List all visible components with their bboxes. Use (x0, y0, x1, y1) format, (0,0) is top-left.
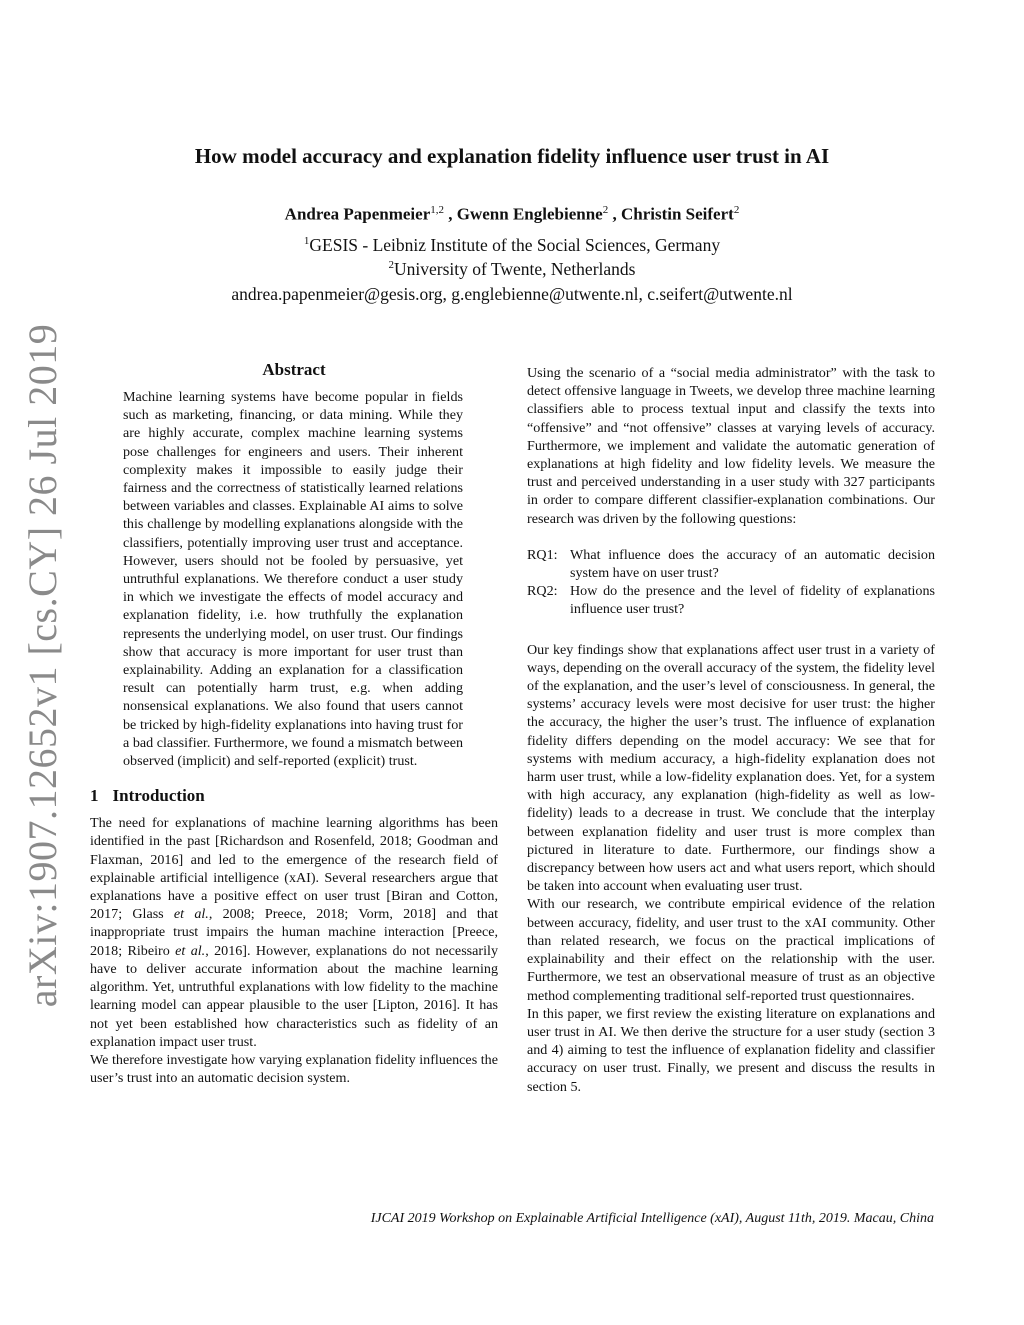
author-name: Andrea Papenmeier (284, 204, 431, 224)
arxiv-id-text: arXiv:1907.12652v1 [cs.CY] 26 Jul 2019 (20, 323, 66, 1007)
rq-label: RQ2: (527, 583, 558, 600)
affiliation-2 (80, 259, 944, 280)
affiliation-1 (80, 235, 944, 256)
intro-p1-part-a: The need for explanations of machine learning algorithms has been identified in the past [Richardson and Rosenfeld, 2018; Goodman and Flaxman, 2016] and led to the emergence of the research field of explainable artificial intelligence (xAI). Several researchers argue that explanations have a positive effect on user trust [Biran and Cotton, 2017; Glass (90, 815, 498, 923)
arxiv-identifier-stamp (10, 323, 76, 1007)
venue-footer: IJCAI 2019 Workshop on Explainable Artificial Intelligence (xAI), August 11th, 2019. Macau, China (370, 1211, 934, 1226)
author-name: Gwenn Englebienne (456, 204, 603, 224)
affiliation-text: University of Twente, Netherlands (394, 259, 636, 279)
left-column (90, 360, 498, 1087)
rq-text: How do the presence and the level of fidelity of explanations influence user trust? (570, 583, 935, 618)
rq-text: What influence does the accuracy of an automatic decision system have on user trust? (570, 546, 935, 582)
section-number: 1 (90, 786, 99, 806)
citation-et-al: et al. (175, 942, 206, 959)
affiliation-mark: 1 (303, 235, 310, 248)
section-title: Introduction (112, 786, 205, 806)
right-paragraph-2: Our key findings show that explanations affect user trust in a variety of ways, depending on the overall accuracy of the system, the fidelity level of the explanation, and the user’s level of consciousness. In general, the systems’ accuracy levels were most decisive for user trust: the higher the accuracy, the higher the user’s trust. The influence of explanation fidelity differs depending on the model accuracy: We see that for systems with medium accuracy, a high-fidelity explanation does not harm user trust, while a low-fidelity explanation does. Yet, for a system with high accuracy, any explanation (high-fidelity as well as low-fidelity) leads to a decrease in trust. We conclude that the interplay between explanation fidelity and user trust is more complex than pictured in literature to date. Furthermore, our findings show a discrepancy between how users act and what users report, which should be taken into account when evaluating user trust. (527, 641, 935, 895)
right-column (527, 364, 935, 1096)
introduction-heading (90, 786, 498, 806)
research-questions (527, 546, 935, 619)
abstract-heading: Abstract (262, 360, 326, 379)
right-paragraph-1: Using the scenario of a “social media administrator” with the task to detect offensive language in Tweets, we develop three machine learning classifiers able to process textual input and classify the texts into “offensive” and “not offensive” classes at varying levels of accuracy. Furthermore, we implement and validate the automatic generation of explanations at high fidelity and low fidelity levels. We measure the trust and perceived understanding in a user study with 327 participants in order to compare different classifier-explanation combinations. Our research was driven by the following questions: (527, 365, 935, 527)
research-question (527, 546, 935, 582)
paper-title: How model accuracy and explanation fidelity influence user trust in AI (194, 144, 830, 168)
author-affiliation-mark: 2 (602, 204, 609, 216)
abstract-text: Machine learning systems have become popular in fields such as marketing, financing, or data mining. While they are highly accurate, complex machine learning systems pose challenges for engineers and users. Their inherent complexity makes it impossible to easily judge their fairness and the correctness of statistically learned relations between variables and classes. Explainable AI aims to solve this challenge by modelling explanations alongside with the classifiers, potentially improving user trust and acceptance. However, users should not be fooled by persuasive, yet untruthful explanations. We therefore conduct a user study in which we investigate the effects of model accuracy and explanation fidelity, i.e. how truthfully the explanation represents the underlying model, on user trust. Our findings show that accuracy is more important for user trust than explainability. Adding an explanation for a classification result can potentially harm trust, e.g. when adding nonsensical explanations. We also found that users cannot be tricked by high-fidelity explanations into having trust for a bad classifier. Furthermore, we found a mismatch between observed (implicit) and self-reported (explicit) trust. (123, 389, 463, 770)
right-paragraph-3: With our research, we contribute empirical evidence of the relation between accuracy, fidelity, and user trust to the xAI community. Other than related research, we focus on the practical implications of explainability and their effect on the relationship with the user. Furthermore, we test an observational measure of trust as an objective method complementing traditional self-reported trust questionnaires. (527, 896, 935, 1004)
intro-paragraph-1 (90, 814, 498, 1051)
intro-p1-part-c: , 2016]. However, explanations do not necessarily have to deliver accurate information about the machine learning algorithm. Yet, untruthful explanations with low fidelity to the machine learning model can appear plausible to the user [Lipton, 2016]. It has not yet been established how characteristics such as fidelity of an explanation impact user trust. (90, 942, 498, 1050)
author-affiliation-mark: 1,2 (430, 204, 445, 216)
right-paragraph-4: In this paper, we first review the existing literature on explanations and user trust in AI. We then derive the structure for a user study (section 3 and 4) aiming to test the influence of explanation fidelity and classifier accuracy on user trust. Finally, we present and discuss the results in section 5. (527, 1005, 935, 1095)
affiliation-mark: 2 (388, 259, 395, 272)
author-name: Christin Seifert (620, 204, 734, 224)
affiliation-text: GESIS - Leibniz Institute of the Social Sciences, Germany (309, 235, 721, 255)
intro-p1-part-b: , 2008; Preece, 2018; Vorm, 2018] and that inappropriate trust impairs the human machine interaction [Preece, 2018; Ribeiro (90, 906, 498, 959)
rq-label: RQ1: (527, 546, 558, 563)
research-question (527, 582, 935, 618)
citation-et-al: et al. (173, 906, 209, 923)
intro-paragraph-2: We therefore investigate how varying explanation fidelity influences the user’s trust into an automatic decision system. (90, 1051, 498, 1087)
author-emails: andrea.papenmeier@gesis.org, g.englebienne@utwente.nl, c.seifert@utwente.nl (231, 284, 793, 304)
author-affiliation-mark: 2 (733, 204, 740, 216)
author-list: Andrea Papenmeier$^{1,2}$ , Gwenn Englebienne$^2$ , Christin Seifert$^2$ (284, 204, 740, 224)
